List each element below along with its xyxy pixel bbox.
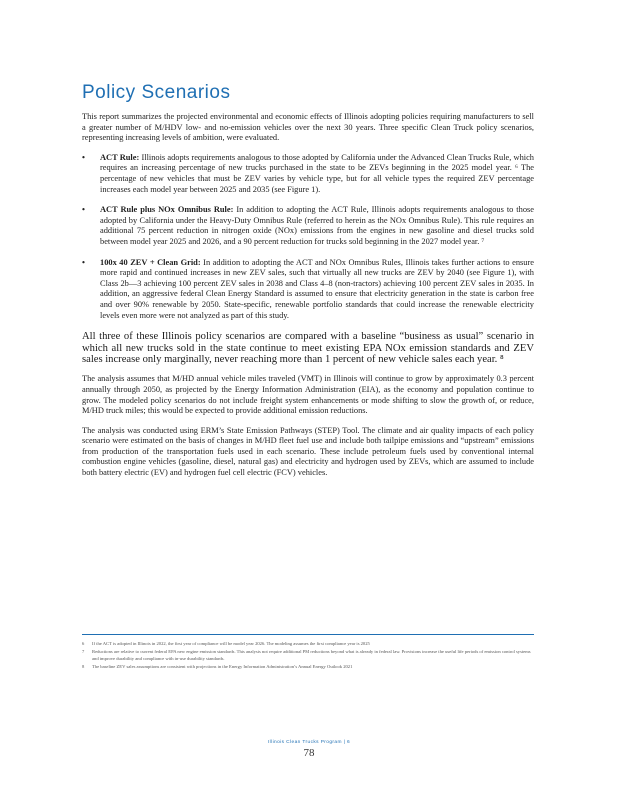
page-number: 78 — [303, 747, 315, 759]
analysis-paragraph: The analysis assumes that M/HD annual vehicle miles traveled (VMT) in Illinois will continue to grow by approximately 0.3 percent annually through 2050, as projected by the Energy Information Administration (EIA), as the economy and population continue to grow. The modeled policy scenarios do not include freight system enhancements or mode shifting to slow the growth of, or reduce, M/HD truck miles; this would be expected to provide additional emission reductions. — [82, 374, 534, 416]
scenario-term: 100x 40 ZEV + Clean Grid: — [100, 257, 201, 267]
scenario-term: ACT Rule plus NOx Omnibus Rule: — [100, 205, 234, 215]
footnote-number: 6 — [82, 641, 85, 646]
scenario-text: In addition to adopting the ACT and NOx Omnibus Rules, Illinois takes further actions to ensure more rapid and continued increases in new ZEV sales, such that virtually all new trucks are ZEV by 2040 (see Figure 1), with Class 2b—3 achieving 100 percent ZEV sales in 2038 and Class 4–8 (non-tractors) achieving 100 percent ZEV sales in 2035. In addition, an aggressive federal Clean Energy Standard is assumed to ensure that electricity generation in the state is carbon free and over 90% renewable by 2050. State-specific, renewable portfolio standards that could increase the renewable electricity levels even more were not analyzed as part of this study. — [100, 257, 534, 320]
scenario-item-100x40-zev — [82, 258, 534, 322]
scenario-term: ACT Rule: — [100, 152, 140, 162]
scenario-item-nox-omnibus — [82, 205, 534, 247]
footnote — [82, 663, 534, 671]
baseline-paragraph: All three of these Illinois policy scenarios are compared with a baseline “business as usual” scenario in which all new trucks sold in the state continue to meet existing EPA NOx emission standards and ZEV sales increase only marginally, never reaching more than 1 percent of new vehicle sales each year. ⁸ — [82, 331, 534, 365]
bullet-icon: • — [82, 205, 85, 215]
scenario-text: In addition to adopting the ACT Rule, Illinois adopts requirements analogous to those adopted by California under the Heavy-Duty Omnibus Rule (referred to herein as the NOx Omnibus Rule). This rule requires an additional 75 percent reduction in nitrogen oxide (NOx) emissions from the engines in new gasoline and diesel trucks sold between model year 2025 and 2026, and a 90 percent reduction for trucks sold beginning in the 2027 model year. ⁷ — [100, 205, 534, 246]
footnote-text: The baseline ZEV sales assumptions are consistent with projections in the Energy Information Administration’s Annual Energy Outlook 2021 — [92, 663, 353, 669]
footnote-text: If the ACT is adopted in Illinois in 2022, the first year of compliance will be model year 2026. The modeling assumes the first compliance year is 2025 — [92, 641, 370, 646]
bullet-icon: • — [82, 152, 85, 162]
footnote-number: 8 — [82, 663, 85, 669]
footnote — [82, 640, 534, 648]
report-body — [82, 112, 534, 488]
footnote-number: 7 — [82, 648, 85, 654]
scenario-text: Illinois adopts requirements analogous to those adopted by California under the Advanced Clean Trucks Rule, which requires an increasing percentage of new trucks purchased in the state to be ZEVs beginning in the 2025 model year. ⁶ The percentage of new vehicles that must be ZEV varies by vehicle type, but for all vehicle types the required ZEV percentage increases each model year between 2025 and 2035 (see Figure 1). — [100, 152, 534, 194]
footnotes — [82, 640, 534, 670]
footnote — [82, 648, 534, 663]
footnote-text: Reductions are relative to current federal EPA new engine emission standards. This analysis not require additional PM reductions beyond what is already in federal law. Provisions increase the useful life periods of emission control systems and improve durability and compliance with in-use durability standards. — [92, 648, 531, 662]
scenario-list — [82, 153, 534, 321]
step-tool-paragraph: The analysis was conducted using ERM’s State Emission Pathways (STEP) Tool. The climate and air quality impacts of each policy scenario were estimated on the basis of changes in M/HD fleet fuel use and include both tailpipe emissions and “upstream” emissions from production of the transportation fuels used in each scenario. These include petroleum fuels used by conventional internal combustion engine vehicles (gasoline, diesel, natural gas) and electricity and hydrogen used by ZEVs, which are assumed to include both battery electric (EV) and hydrogen fuel cell electric (FCV) vehicles. — [82, 425, 534, 478]
page-title: Policy Scenarios — [82, 82, 231, 103]
intro-paragraph: This report summarizes the projected environmental and economic effects of Illinois adopting policies requiring manufacturers to sell a greater number of M/HDV low- and no-emission vehicles over the next 30 years. Three specific Clean Truck policy scenarios, representing increasing levels of ambition, were evaluated. — [82, 112, 534, 143]
footnote-divider — [82, 634, 534, 635]
running-footer: Illinois Clean Trucks Program | 6 — [267, 740, 351, 745]
bullet-icon: • — [82, 257, 85, 267]
scenario-item-act-rule — [82, 153, 534, 195]
